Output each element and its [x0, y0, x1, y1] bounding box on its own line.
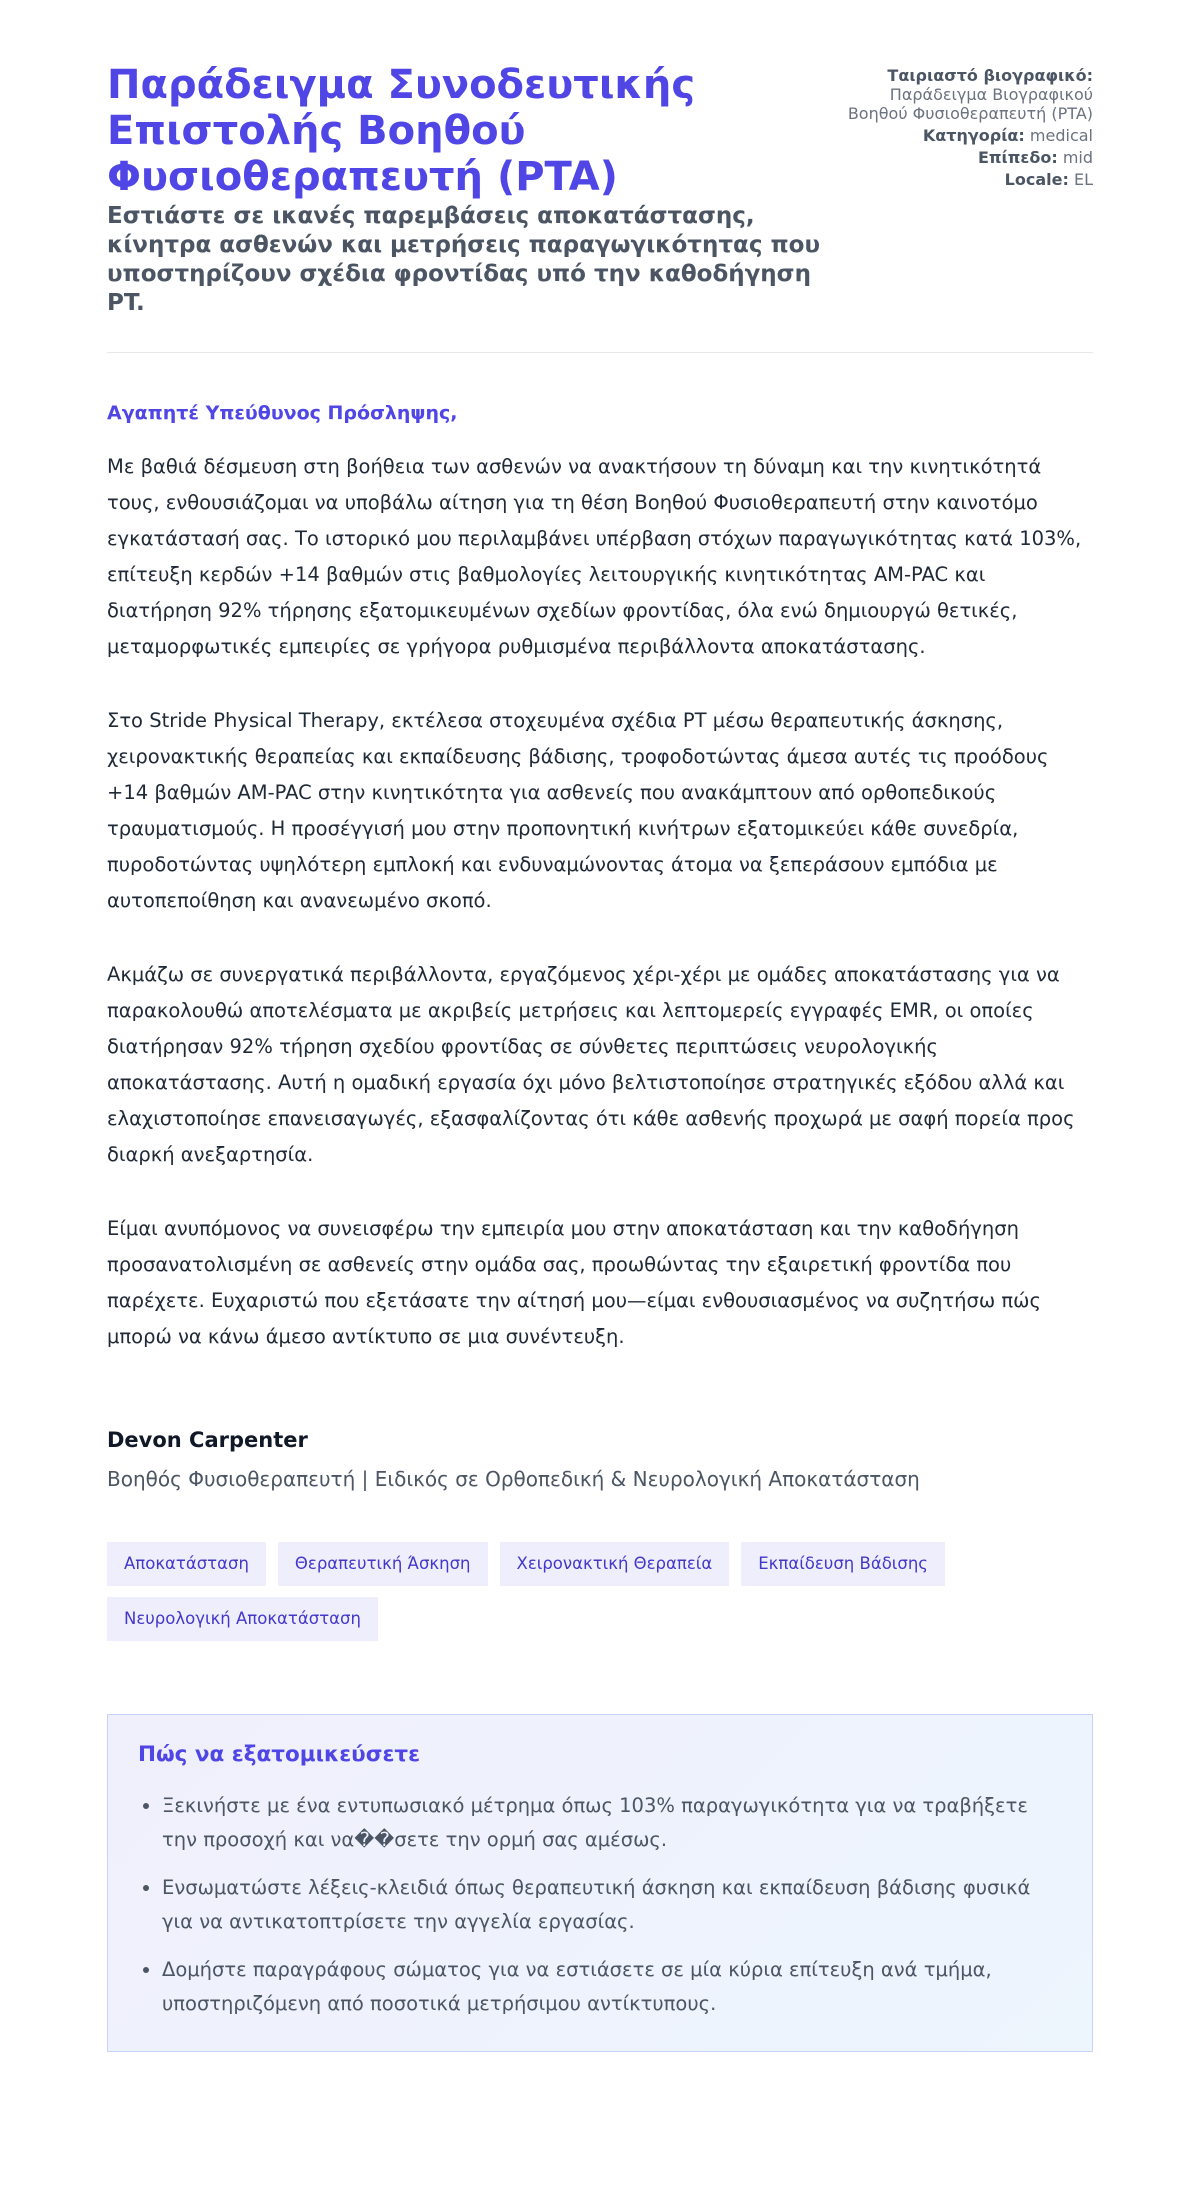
skill-tag: Θεραπευτική Άσκηση [278, 1542, 488, 1586]
page-subtitle: Εστιάστε σε ικανές παρεμβάσεις αποκατάστασης, κίνητρα ασθενών και μετρήσεις παραγωγικότητας που υποστηρίζουν σχέδια φροντίδας υπό την καθοδήγηση PT. [107, 203, 820, 316]
signature-title: Βοηθός Φυσιοθεραπευτή | Ειδικός σε Ορθοπεδική & Νευρολογική Αποκατάσταση [107, 1467, 920, 1491]
customization-tips-box [107, 1714, 1093, 2052]
meta-category-label: Κατηγορία: [922, 126, 1025, 145]
letter-paragraph-2: Στο Stride Physical Therapy, εκτέλεσα στοχευμένα σχέδια PT μέσω θεραπευτικής άσκησης, χειρονακτικής θεραπείας και εκπαίδευσης βάδισης, τροφοδοτώντας άμεσα αυτές τις προόδους +14 βαθμών AM-PAC στην κινητικότητα για ασθενείς που ανακάμπτουν από ορθοπεδικούς τραυματισμούς. Η προσέγγισή μου στην προπονητική κινήτρων εξατομικεύει κάθε συνεδρία, πυροδοτώντας υψηλότερη εμπλοκή και ενδυναμώνοντας άτομα να ξεπεράσουν εμπόδια με αυτοπεποίθηση και ανανεωμένο σκοπό. [107, 709, 1049, 912]
letter-greeting: Αγαπητέ Υπεύθυνος Πρόσληψης, [107, 402, 458, 424]
meta-level-value: mid [1062, 148, 1093, 167]
skill-tag: Αποκατάσταση [107, 1542, 266, 1586]
tips-list [138, 1789, 1062, 2021]
header-divider [107, 352, 1093, 353]
skill-tag: Χειρονακτική Θεραπεία [500, 1542, 730, 1586]
meta-level-label: Επίπεδο: [977, 148, 1058, 167]
skill-tag: Εκπαίδευση Βάδισης [741, 1542, 945, 1586]
tips-title: Πώς να εξατομικεύσετε [138, 1742, 421, 1767]
skill-tags [107, 1542, 1107, 1652]
skill-tag: Νευρολογική Αποκατάσταση [107, 1597, 378, 1641]
tip-item: • Δομήστε παραγράφους σώματος για να εστιάσετε σε μία κύρια επίτευξη ανά τμήμα, υποστηριζόμενη από ποσοτικά μετρήσιμου αντίκτυπους. [162, 1953, 1062, 2021]
meta-resume-label: Ταιριαστό βιογραφικό: [887, 66, 1093, 85]
page-header [107, 62, 1093, 318]
letter-paragraph-1: Με βαθιά δέσμευση στη βοήθεια των ασθενών να ανακτήσουν τη δύναμη και την κινητικότητά τους, ενθουσιάζομαι να υποβάλω αίτηση για τη θέση Βοηθού Φυσιοθεραπευτή στην καινοτόμο εγκατάστασή σας. Το ιστορικό μου περιλαμβάνει υπέρβαση στόχων παραγωγικότητας κατά 103%, επίτευξη κερδών +14 βαθμών στις βαθμολογίες λειτουργικής κινητικότητας AM-PAC και διατήρηση 92% τήρησης εξατομικευμένων σχεδίων φροντίδας, όλα ενώ δημιουργώ θετικές, μεταμορφωτικές εμπειρίες σε γρήγορα ρυθμισμένα περιβάλλοντα αποκατάστασης. [107, 455, 1082, 658]
letter-paragraph-3: Ακμάζω σε συνεργατικά περιβάλλοντα, εργαζόμενος χέρι-χέρι με ομάδες αποκατάστασης για να παρακολουθώ αποτελέσματα με ακριβείς μετρήσεις και λεπτομερείς εγγραφές EMR, οι οποίες διατήρησαν 92% τήρηση σχεδίου φροντίδας σε σύνθετες περιπτώσεις νευρολογικής αποκατάστασης. Αυτή η ομαδική εργασία όχι μόνο βελτιστοποίησε στρατηγικές εξόδου αλλά και ελαχιστοποίησε επανεισαγωγές, εξασφαλίζοντας ότι κάθε ασθενής προχωρά με σαφή πορεία προς διαρκή ανεξαρτησία. [107, 963, 1075, 1166]
meta-locale [844, 170, 1093, 189]
meta-resume-value: Παράδειγμα Βιογραφικού Βοηθού Φυσιοθεραπευτή (PTA) [847, 85, 1093, 123]
page-title: Παράδειγμα Συνοδευτικής Επιστολής Βοηθού Φυσιοθεραπευτή (PTA) [107, 62, 696, 200]
title-block [107, 62, 844, 318]
tip-item: • Ενσωματώστε λέξεις-κλειδιά όπως θεραπευτική άσκηση και εκπαίδευση βάδισης φυσικά για να αντικατοπτρίσετε την αγγελία εργασίας. [162, 1871, 1062, 1939]
meta-category [844, 126, 1093, 145]
meta-category-value: medical [1029, 126, 1093, 145]
letter-paragraph-4: Είμαι ανυπόμονος να συνεισφέρω την εμπειρία μου στην αποκατάσταση και την καθοδήγηση προσανατολισμένη σε ασθενείς στην ομάδα σας, προωθώντας την εξαιρετική φροντίδα που παρέχετε. Ευχαριστώ που εξετάσατε την αίτησή μου—είμαι ενθουσιασμένος να συζητήσω πώς μπορώ να κάνω άμεσο αντίκτυπο σε μια συνέντευξη. [107, 1217, 1041, 1348]
meta-locale-value: EL [1073, 170, 1093, 189]
meta-panel [844, 62, 1093, 192]
tip-item: • Ξεκινήστε με ένα εντυπωσιακό μέτρημα όπως 103% παραγωγικότητα για να τραβήξετε την προσοχή και να��σετε την ορμή σας αμέσως. [162, 1789, 1062, 1857]
signature-name: Devon Carpenter [107, 1428, 308, 1452]
meta-locale-label: Locale: [1004, 170, 1069, 189]
meta-level [844, 148, 1093, 167]
meta-resume [844, 66, 1093, 123]
